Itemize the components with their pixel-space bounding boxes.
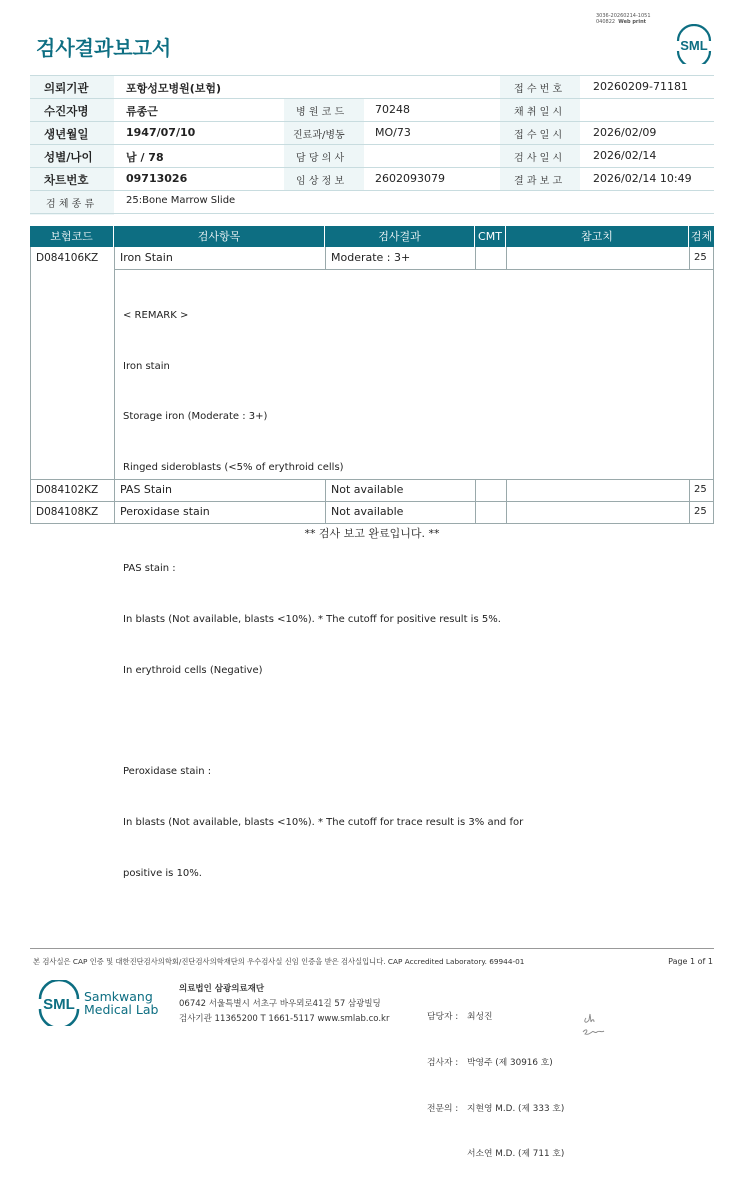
row-result: Not available xyxy=(331,483,404,496)
completion-note: ** 검사 보고 완료입니다. ** xyxy=(304,527,440,540)
receipt-date-label: 접 수 일 시 xyxy=(514,130,563,141)
org-info xyxy=(179,982,389,1027)
test-date-label: 검 사 일 시 xyxy=(514,153,563,164)
certification-note: 본 검사실은 CAP 인증 및 대한진단검사의학회/진단검사의학재단의 우수검사실 신임 인증을 받은 검사실입니다. CAP Accredited Laboratory. 69944-01 xyxy=(33,957,525,966)
remark-line xyxy=(123,714,523,731)
footer-logo-text: SML xyxy=(43,996,75,1013)
signature-icon xyxy=(580,1008,608,1040)
print-code-line2: 040822 Web print xyxy=(596,19,647,25)
receipt-no-value: 20260209-71181 xyxy=(593,80,688,93)
sex-age-label: 성별/나이 xyxy=(44,150,93,164)
remark-line: In blasts (Not available, blasts <10%). * The cutoff for positive result is 5%. xyxy=(123,614,501,626)
row-code: D084108KZ xyxy=(36,506,99,518)
doctor-label: 담 당 의 사 xyxy=(296,153,345,164)
brand-name xyxy=(84,990,158,1016)
remark-line: Iron stain xyxy=(123,360,170,372)
remark-line: In blasts (Not available, blasts <10%). * The cutoff for trace result is 3% and for xyxy=(123,817,524,828)
remark-line: Storage iron (Moderate : 3+) xyxy=(123,411,268,423)
header-result: 검사결과 xyxy=(325,226,475,247)
header-ref: 참고치 xyxy=(506,226,689,247)
info-row-sex-age xyxy=(30,144,714,168)
remark-line: positive is 10%. xyxy=(123,867,202,879)
header-item: 검사항목 xyxy=(114,226,325,247)
header-code: 보험코드 xyxy=(30,226,114,247)
print-code xyxy=(596,13,666,25)
dob-value: 1947/07/10 xyxy=(126,126,196,139)
brand-line2: Medical Lab xyxy=(84,1002,159,1017)
clinical-value: 2602093079 xyxy=(375,172,445,185)
staff-row: 서소연 M.D. (제 711 호) xyxy=(467,1149,565,1160)
specimen-label: 검 체 종 류 xyxy=(46,199,95,210)
hospital-code-value: 70248 xyxy=(375,103,410,116)
brand-line1: Samkwang xyxy=(84,989,153,1004)
client-label: 의뢰기관 xyxy=(44,81,89,95)
remark-block xyxy=(123,274,523,916)
org-name: 의료법인 삼광의료재단 xyxy=(179,984,265,994)
info-row-dob xyxy=(30,121,714,145)
header-specimen: 검체 xyxy=(689,226,714,247)
staff-row: 검사자 : 박영주 (제 30916 호) xyxy=(427,1058,553,1069)
row-item: Peroxidase stain xyxy=(120,505,210,518)
info-row-specimen xyxy=(30,190,714,214)
patient-value: 류종근 xyxy=(126,105,158,118)
row-specimen: 25 xyxy=(694,484,707,495)
staff-row: 전문의 : 지현영 M.D. (제 333 호) xyxy=(427,1103,565,1114)
row-code: D084102KZ xyxy=(36,484,99,496)
logo-text: SML xyxy=(680,38,708,53)
clinical-label: 임 상 정 보 xyxy=(296,176,345,187)
test-date-value: 2026/02/14 xyxy=(593,149,657,162)
report-label: 결 과 보 고 xyxy=(514,176,563,187)
specimen-value: 25:Bone Marrow Slide xyxy=(126,195,236,206)
remark-line: Ringed sideroblasts (<5% of erythroid cells) xyxy=(123,461,344,473)
page-title: 검사결과보고서 xyxy=(36,36,172,60)
patient-label: 수진자명 xyxy=(44,104,89,118)
report-value: 2026/02/14 10:49 xyxy=(593,172,692,185)
row-code: D084106KZ xyxy=(36,252,99,264)
collect-date-label: 채 취 일 시 xyxy=(514,107,563,118)
remark-line: Peroxidase stain : xyxy=(123,766,212,778)
remark-line: < REMARK > xyxy=(123,309,189,321)
row-item: PAS Stain xyxy=(120,483,172,496)
sex-age-value: 남 / 78 xyxy=(126,151,164,164)
receipt-date-value: 2026/02/09 xyxy=(593,126,657,139)
header-cmt: CMT xyxy=(475,226,506,247)
sml-logo-icon xyxy=(674,24,714,64)
row-item: Iron Stain xyxy=(120,251,173,264)
staff-row: 담당자 : 최성진 xyxy=(427,1012,493,1023)
receipt-no-label: 접 수 번 호 xyxy=(514,84,563,95)
org-contact: 검사기관 11365200 T 1661-5117 www.smlab.co.kr xyxy=(179,1014,390,1024)
sml-footer-logo-icon xyxy=(36,980,82,1026)
dob-label: 생년월일 xyxy=(44,127,89,141)
chart-label: 차트번호 xyxy=(44,173,89,187)
staff-list xyxy=(427,980,564,1178)
dept-label: 진료과/병동 xyxy=(293,130,345,141)
dept-value: MO/73 xyxy=(375,126,411,139)
org-address: 06742 서울특별시 서초구 바우뫼로41길 57 삼광빌딩 xyxy=(179,999,381,1009)
client-value: 포항성모병원(보험) xyxy=(126,82,222,95)
info-row-patient xyxy=(30,98,714,122)
info-row-client xyxy=(30,75,714,99)
hospital-code-label: 병 원 코 드 xyxy=(296,107,345,118)
page-number: Page 1 of 1 xyxy=(668,957,713,966)
info-row-chart xyxy=(30,167,714,191)
row-result: Moderate : 3+ xyxy=(331,251,411,264)
footer-divider xyxy=(30,948,714,949)
row-result: Not available xyxy=(331,505,404,518)
remark-line: In erythroid cells (Negative) xyxy=(123,664,263,676)
chart-value: 09713026 xyxy=(126,172,188,185)
row-specimen: 25 xyxy=(694,252,707,263)
remark-line: PAS stain : xyxy=(123,563,176,575)
row-specimen: 25 xyxy=(694,506,707,517)
print-code-line1: 3036-20260214-1051 xyxy=(596,13,651,19)
